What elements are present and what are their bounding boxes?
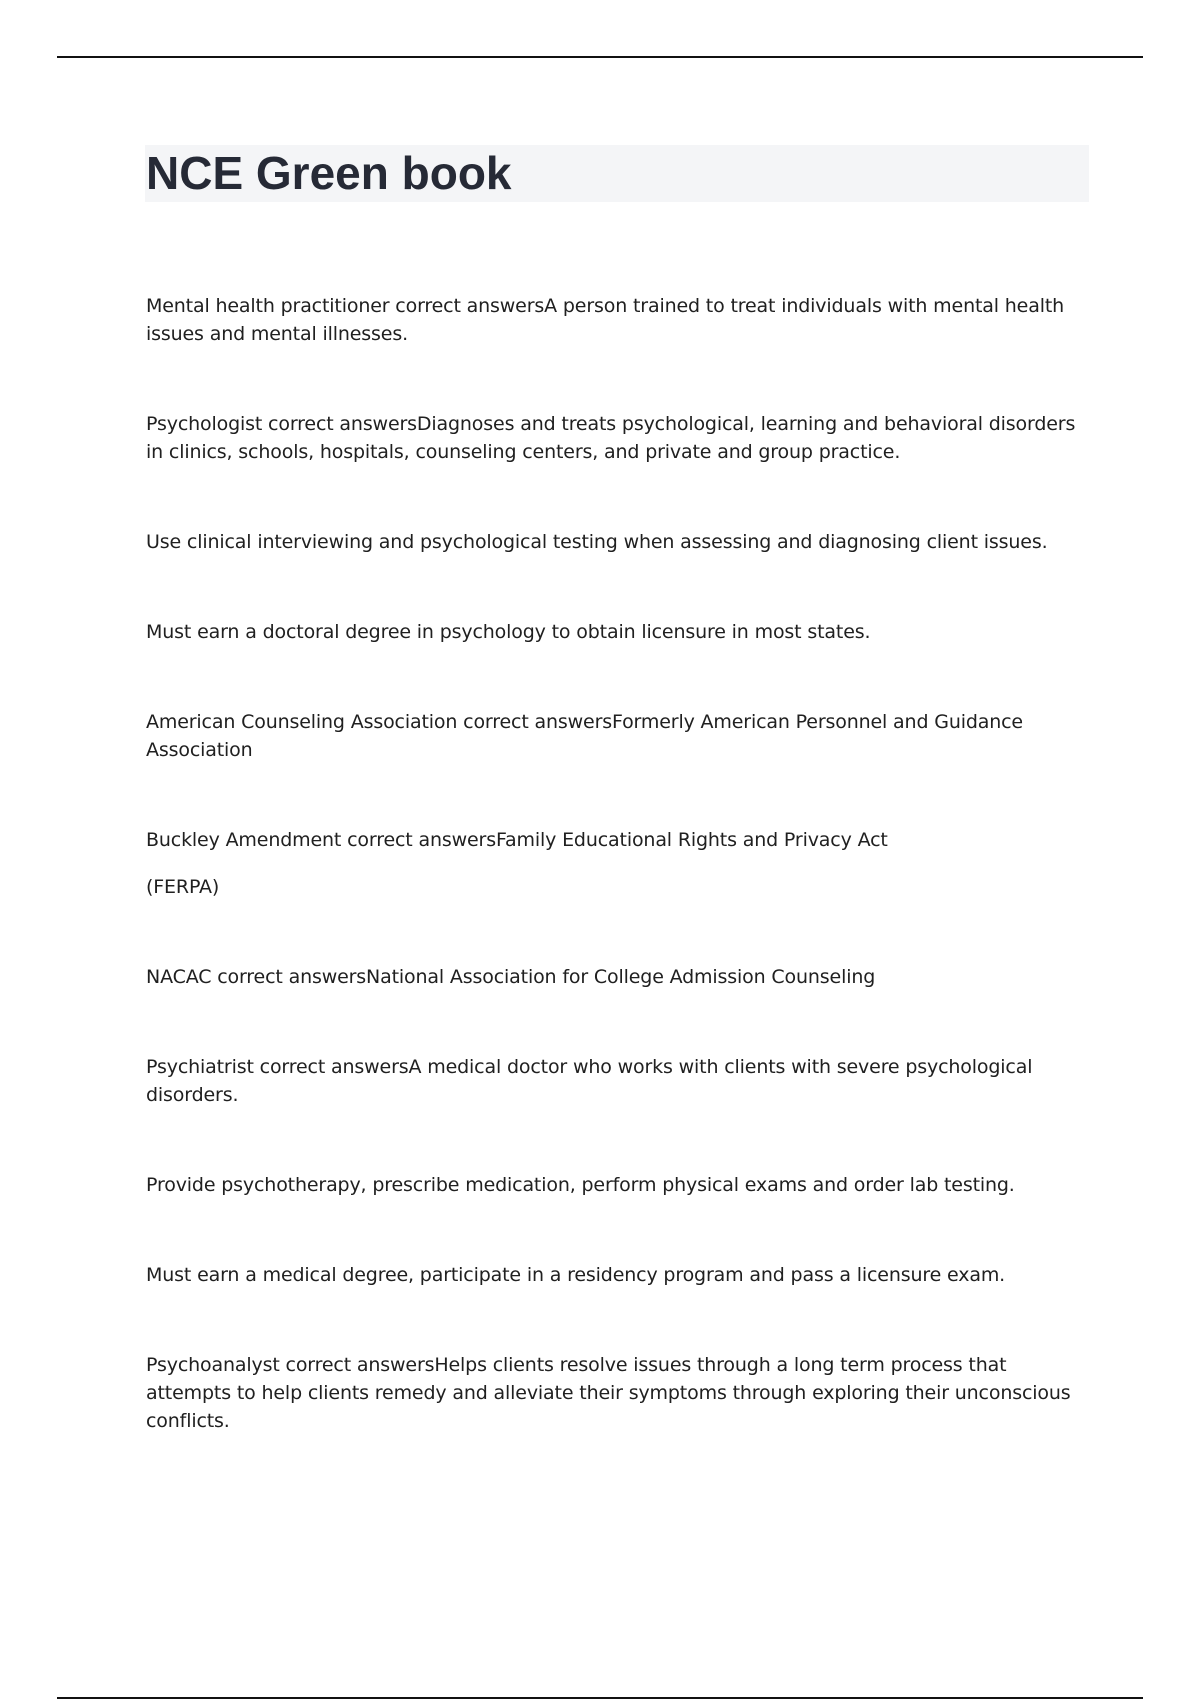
paragraph-psychoanalyst: Psychoanalyst correct answersHelps clients resolve issues through a long term process that attempts to help clients remedy and alleviate their symptoms through exploring their unconscious conflicts.: [146, 1354, 1071, 1432]
paragraph-psychiatrist-duties: Provide psychotherapy, prescribe medication, perform physical exams and order lab testing.: [146, 1174, 1015, 1196]
paragraph-buckley-amendment: Buckley Amendment correct answersFamily Educational Rights and Privacy Act: [146, 829, 888, 851]
paragraph-psychologist: Psychologist correct answersDiagnoses and treats psychological, learning and behavioral disorders in clinics, schools, hospitals, counseling centers, and private and group practice.: [146, 413, 1076, 463]
document-body: [146, 292, 1092, 1435]
paragraph-psychologist-degree: Must earn a doctoral degree in psychology to obtain licensure in most states.: [146, 621, 871, 643]
paragraph-nacac: NACAC correct answersNational Association for College Admission Counseling: [146, 966, 876, 988]
paragraph-mental-health-practitioner: Mental health practitioner correct answersA person trained to treat individuals with mental health issues and mental illnesses.: [146, 295, 1065, 345]
paragraph-psychiatrist: Psychiatrist correct answersA medical doctor who works with clients with severe psychological disorders.: [146, 1056, 1033, 1106]
page-title: NCE Green book: [146, 147, 512, 199]
top-divider: [57, 56, 1143, 58]
paragraph-psychiatrist-degree: Must earn a medical degree, participate in a residency program and pass a licensure exam.: [146, 1264, 1006, 1286]
bottom-divider: [57, 1697, 1143, 1699]
paragraph-aca: American Counseling Association correct answersFormerly American Personnel and Guidance Association: [146, 711, 1023, 761]
paragraph-ferpa: (FERPA): [146, 876, 220, 898]
paragraph-psychologist-assessment: Use clinical interviewing and psychological testing when assessing and diagnosing client issues.: [146, 531, 1048, 553]
